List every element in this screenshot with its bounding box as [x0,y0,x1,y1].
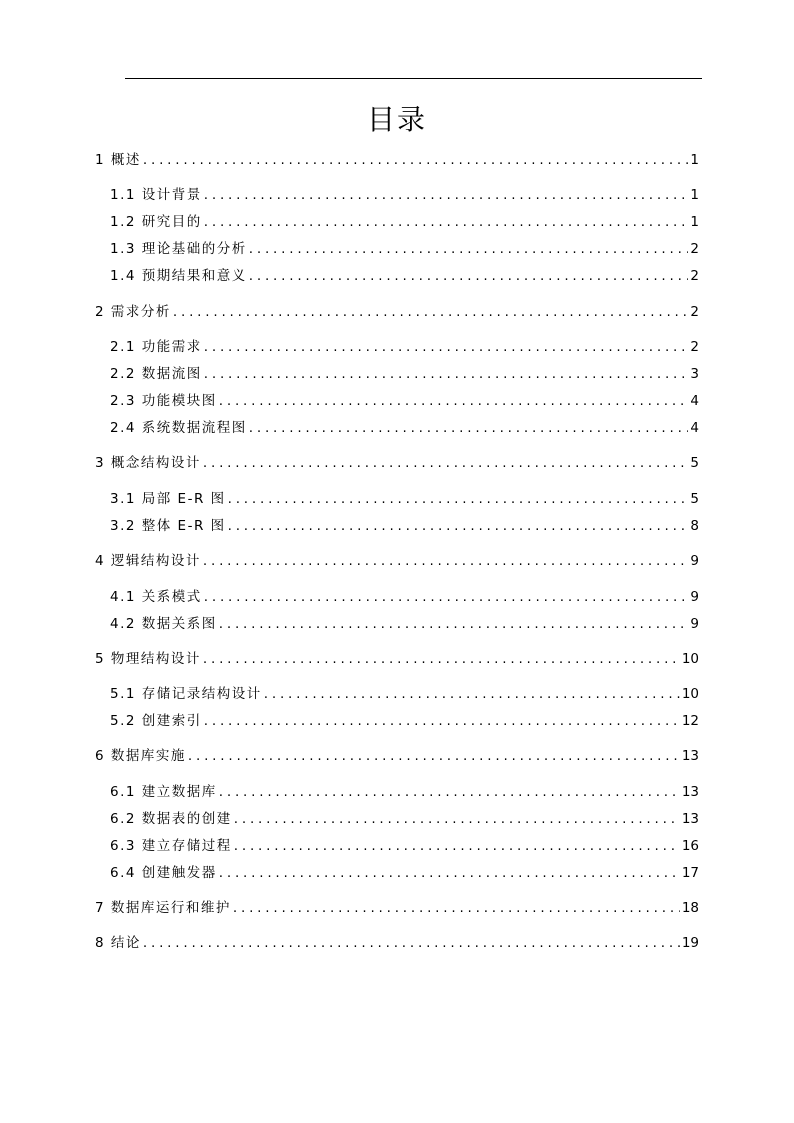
toc-leader-dots [219,783,680,801]
toc-entry[interactable] [110,837,699,855]
toc-entry[interactable] [110,490,699,508]
toc-entry-label: 6 数据库实施 [95,748,186,764]
toc-entry-label: 2 需求分析 [95,304,171,320]
toc-entry-label: 6.1 建立数据库 [110,784,217,800]
toc-entry[interactable] [110,392,699,410]
toc-page-number: 13 [681,748,699,764]
toc-entry-label: 1.2 研究目的 [110,214,202,230]
toc-leader-dots [203,454,689,472]
toc-page-number: 18 [681,900,699,916]
toc-entry-label: 6.2 数据表的创建 [110,811,232,827]
toc-entry-label: 5.1 存储记录结构设计 [110,686,262,702]
toc-page-number: 4 [690,420,699,436]
toc-entry-label: 2.4 系统数据流程图 [110,420,247,436]
toc-entry-label: 6.4 创建触发器 [110,865,217,881]
toc-entry-label: 7 数据库运行和维护 [95,900,231,916]
toc-leader-dots [249,419,689,437]
toc-entry[interactable] [110,186,699,204]
toc-page-number: 5 [690,491,699,507]
toc-leader-dots [188,747,680,765]
toc-page-number: 10 [681,686,699,702]
toc-entry[interactable] [95,552,699,570]
toc-entry-label: 1.3 理论基础的分析 [110,241,247,257]
toc-entry[interactable] [110,365,699,383]
toc-leader-dots [264,685,680,703]
toc-page-number: 9 [690,616,699,632]
toc-entry-label: 8 结论 [95,935,141,951]
toc-leader-dots [249,240,689,258]
toc-page-number: 19 [681,935,699,951]
toc-entry-label: 2.1 功能需求 [110,339,202,355]
toc-page-number: 17 [681,865,699,881]
toc-entry[interactable] [110,213,699,231]
toc-entry[interactable] [95,747,699,765]
toc-leader-dots [173,303,689,321]
toc-leader-dots [203,552,689,570]
toc-entry[interactable] [110,240,699,258]
toc-entry[interactable] [110,864,699,882]
toc-leader-dots [234,837,680,855]
toc-page-number: 13 [681,784,699,800]
toc-entry-label: 2.2 数据流图 [110,366,202,382]
toc-leader-dots [249,267,689,285]
toc-page-number: 8 [690,518,699,534]
toc-leader-dots [219,615,689,633]
toc-page-number: 4 [690,393,699,409]
toc-entry-label: 1.4 预期结果和意义 [110,268,247,284]
toc-entry[interactable] [110,419,699,437]
toc-entry[interactable] [110,783,699,801]
toc-entry-label: 4.1 关系模式 [110,589,202,605]
toc-page-number: 1 [690,152,699,168]
toc-page-number: 2 [690,304,699,320]
toc-entry-label: 6.3 建立存储过程 [110,838,232,854]
toc-leader-dots [143,934,680,952]
toc-page-number: 2 [690,339,699,355]
toc-leader-dots [234,810,680,828]
toc-entry-label: 4.2 数据关系图 [110,616,217,632]
toc-page-number: 10 [681,651,699,667]
toc-page-number: 13 [681,811,699,827]
toc-entry[interactable] [110,267,699,285]
toc-entry-label: 1.1 设计背景 [110,187,202,203]
toc-leader-dots [204,712,680,730]
toc-entry[interactable] [95,303,699,321]
toc-entry-label: 5.2 创建索引 [110,713,202,729]
toc-entry[interactable] [110,615,699,633]
toc-entry[interactable] [95,934,699,952]
toc-entry[interactable] [95,151,699,169]
toc-leader-dots [204,588,689,606]
toc-page-number: 12 [681,713,699,729]
toc-page-number: 1 [690,187,699,203]
toc-leader-dots [228,517,689,535]
toc-leader-dots [219,392,689,410]
toc-entry-label: 3.2 整体 E-R 图 [110,518,226,534]
toc-entry-label: 4 逻辑结构设计 [95,553,201,569]
toc-entry-label: 2.3 功能模块图 [110,393,217,409]
toc-leader-dots [228,490,689,508]
toc-leader-dots [143,151,689,169]
toc-page-number: 9 [690,589,699,605]
toc-leader-dots [233,899,680,917]
toc-entry[interactable] [110,338,699,356]
toc-page-number: 9 [690,553,699,569]
toc-leader-dots [204,186,689,204]
toc-leader-dots [219,864,680,882]
toc-entry[interactable] [110,685,699,703]
toc-entry[interactable] [95,454,699,472]
toc-page-number: 2 [690,268,699,284]
toc-leader-dots [204,338,689,356]
toc-entry[interactable] [110,517,699,535]
toc-entry-label: 3.1 局部 E-R 图 [110,491,226,507]
toc-page-number: 1 [690,214,699,230]
toc-page-number: 3 [690,366,699,382]
toc-entry[interactable] [95,650,699,668]
toc-entry-label: 1 概述 [95,152,141,168]
toc-leader-dots [204,213,689,231]
toc-page-number: 16 [681,838,699,854]
toc-entry[interactable] [110,712,699,730]
toc-entry[interactable] [95,899,699,917]
toc-leader-dots [203,650,680,668]
toc-entry-label: 3 概念结构设计 [95,455,201,471]
toc-entry[interactable] [110,810,699,828]
page-title: 目录 [366,103,427,136]
toc-page-number: 5 [690,455,699,471]
toc-leader-dots [204,365,689,383]
toc-page-number: 2 [690,241,699,257]
toc-entry-label: 5 物理结构设计 [95,651,201,667]
toc-entry[interactable] [110,588,699,606]
